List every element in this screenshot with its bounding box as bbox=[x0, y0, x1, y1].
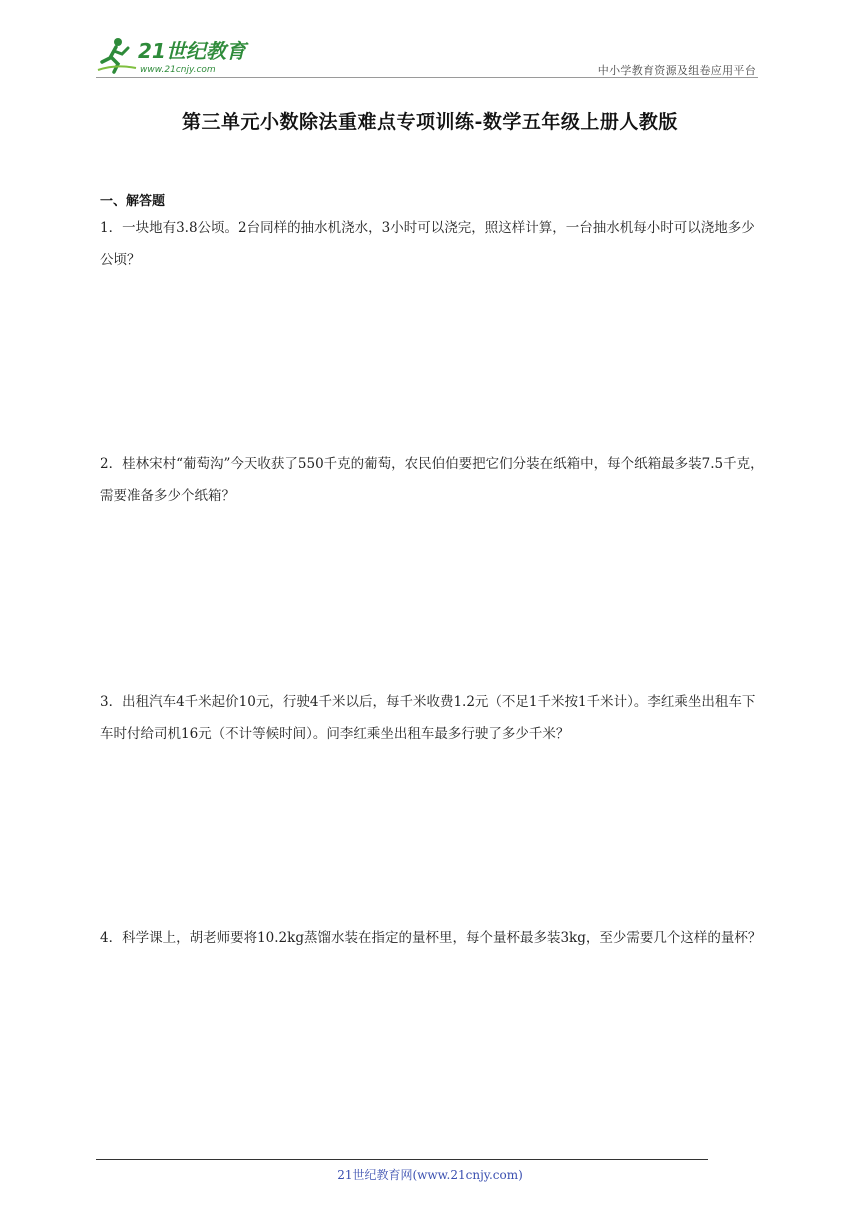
footer-link[interactable]: 21世纪教育网(www.21cnjy.com) bbox=[337, 1168, 523, 1182]
question-4: 4．科学课上，胡老师要将10.2kg蒸馏水装在指定的量杯里，每个量杯最多装3kg，至少需要几个这样的量杯？ bbox=[100, 930, 762, 946]
runner-logo-icon bbox=[96, 34, 256, 76]
section-heading: 一、解答题 bbox=[100, 194, 166, 209]
question-2: 2．桂林宋村“葡萄沟”今天收获了550千克的葡萄，农民伯伯要把它们分装在纸箱中，每个纸箱最多装7.5千克，需要准备多少个纸箱？ bbox=[100, 456, 764, 504]
header-divider bbox=[96, 77, 758, 78]
logo-url: www.21cnjy.com bbox=[140, 65, 216, 75]
platform-label: 中小学教育资源及组卷应用平台 bbox=[597, 64, 756, 77]
question-3: 3．出租汽车4千米起价10元，行驶4千米以后，每千米收费1.2元（不足1千米按1千米计）。李红乘坐出租车下车时付给司机16元（不计等候时间）。问李红乘坐出租车最多行驶了多少千米？ bbox=[100, 694, 756, 742]
question-1: 1．一块地有3.8公顷。2台同样的抽水机浇水，3小时可以浇完，照这样计算，一台抽水机每小时可以浇地多少公顷？ bbox=[100, 220, 755, 268]
site-logo bbox=[96, 34, 256, 76]
footer-divider bbox=[96, 1159, 708, 1160]
page-header bbox=[96, 34, 756, 78]
document-title: 第三单元小数除法重难点专项训练-数学五年级上册人教版 bbox=[182, 111, 678, 133]
logo-wordmark: 21世纪教育 bbox=[138, 39, 246, 63]
